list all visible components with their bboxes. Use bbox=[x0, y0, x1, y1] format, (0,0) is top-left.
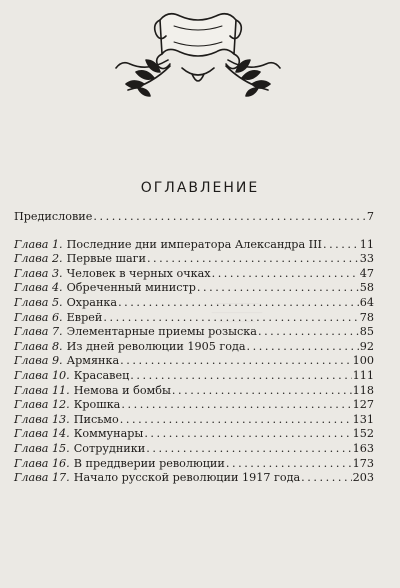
chapter-page-number: 92 bbox=[359, 339, 374, 353]
toc-leader-dots bbox=[147, 252, 359, 267]
chapter-title: Последние дни императора Александра III bbox=[66, 237, 322, 251]
chapter-label: Глава 14. bbox=[14, 427, 70, 441]
chapter-title: Первые шаги bbox=[66, 252, 146, 266]
chapter-title: Армянка bbox=[66, 354, 120, 368]
toc-row-chapter-1[interactable] bbox=[14, 238, 374, 253]
chapter-title: Элементарные приемы розыска bbox=[66, 325, 257, 339]
chapter-title: Письмо bbox=[73, 412, 119, 426]
chapter-page-number: 33 bbox=[359, 252, 374, 266]
toc-leader-dots bbox=[121, 398, 351, 413]
chapter-label: Глава 6. bbox=[14, 310, 63, 324]
toc-row-chapter-12[interactable] bbox=[14, 398, 374, 413]
chapter-page-number: 85 bbox=[359, 325, 374, 339]
toc-row-chapter-2[interactable] bbox=[14, 252, 374, 267]
toc-leader-dots bbox=[258, 325, 359, 340]
chapter-title: Начало русской революции 1917 года bbox=[73, 471, 301, 485]
chapter-page-number: 203 bbox=[352, 471, 374, 485]
page-title: ОГЛАВЛЕНИЕ bbox=[140, 180, 260, 196]
chapter-page-number: 152 bbox=[352, 427, 374, 441]
chapter-title: Сотрудники bbox=[73, 441, 146, 455]
chapter-page-number: 58 bbox=[359, 281, 374, 295]
chapter-label: Глава 5. bbox=[14, 295, 63, 309]
toc-row-chapter-4[interactable] bbox=[14, 281, 374, 296]
toc-leader-dots bbox=[144, 427, 351, 442]
chapter-title: Охранка bbox=[66, 295, 118, 309]
toc-leader-dots bbox=[323, 238, 359, 253]
chapter-label: Глава 13. bbox=[14, 412, 70, 426]
chapter-page-number: 131 bbox=[352, 412, 374, 426]
table-of-contents bbox=[14, 210, 374, 486]
toc-leader-dots bbox=[120, 354, 352, 369]
chapter-title: Еврей bbox=[66, 310, 103, 324]
chapter-label: Глава 16. bbox=[14, 456, 70, 470]
chapter-page-number: 100 bbox=[352, 354, 374, 368]
chapter-title: Обреченный министр bbox=[66, 281, 196, 295]
chapter-label: Глава 12. bbox=[14, 398, 70, 412]
chapter-title: Человек в черных очках bbox=[66, 266, 211, 280]
toc-row-chapter-15[interactable] bbox=[14, 442, 374, 457]
toc-row-chapter-13[interactable] bbox=[14, 413, 374, 428]
chapter-label: Глава 2. bbox=[14, 252, 63, 266]
chapter-label: Глава 7. bbox=[14, 325, 63, 339]
toc-leader-dots bbox=[226, 457, 352, 472]
chapter-page-number: 173 bbox=[352, 456, 374, 470]
chapter-page-number: 64 bbox=[359, 295, 374, 309]
toc-leader-dots bbox=[247, 340, 359, 355]
toc-preface-title: Предисловие bbox=[14, 210, 93, 223]
toc-leader-dots bbox=[212, 267, 359, 282]
toc-row-chapter-9[interactable] bbox=[14, 354, 374, 369]
toc-preface-page: 7 bbox=[366, 210, 374, 223]
toc-row-chapter-10[interactable] bbox=[14, 369, 374, 384]
chapter-label: Глава 15. bbox=[14, 441, 70, 455]
chapter-title: Коммунары bbox=[73, 427, 144, 441]
toc-row-chapter-14[interactable] bbox=[14, 427, 374, 442]
chapter-page-number: 118 bbox=[352, 383, 374, 397]
toc-row-chapter-16[interactable] bbox=[14, 457, 374, 472]
chapter-label: Глава 10. bbox=[14, 368, 70, 382]
chapter-title: Из дней революции 1905 года bbox=[66, 339, 246, 353]
toc-leader-dots bbox=[146, 442, 351, 457]
toc-leader-dots bbox=[120, 413, 352, 428]
toc-leader-dots bbox=[301, 471, 351, 486]
chapter-page-number: 47 bbox=[359, 266, 374, 280]
chapter-page-number: 11 bbox=[359, 237, 374, 251]
toc-leader-dots bbox=[93, 210, 366, 225]
toc-row-preface[interactable] bbox=[14, 210, 374, 225]
chapter-title: В преддверии революции bbox=[73, 456, 225, 470]
toc-row-chapter-11[interactable] bbox=[14, 384, 374, 399]
toc-leader-dots bbox=[197, 281, 359, 296]
scroll-ornament-icon bbox=[108, 2, 288, 98]
chapter-label: Глава 8. bbox=[14, 339, 63, 353]
toc-row-chapter-7[interactable] bbox=[14, 325, 374, 340]
toc-row-chapter-17[interactable] bbox=[14, 471, 374, 486]
chapter-title: Крошка bbox=[73, 398, 121, 412]
chapter-label: Глава 4. bbox=[14, 281, 63, 295]
chapter-page-number: 111 bbox=[352, 368, 374, 382]
chapter-label: Глава 11. bbox=[14, 383, 70, 397]
chapter-page-number: 163 bbox=[352, 441, 374, 455]
chapter-label: Глава 3. bbox=[14, 266, 63, 280]
chapter-page-number: 127 bbox=[352, 398, 374, 412]
toc-row-chapter-8[interactable] bbox=[14, 340, 374, 355]
chapter-label: Глава 17. bbox=[14, 471, 70, 485]
chapter-label: Глава 9. bbox=[14, 354, 63, 368]
chapter-page-number: 78 bbox=[359, 310, 374, 324]
chapter-title: Красавец bbox=[73, 368, 130, 382]
show-through-text: ──────────── ────────────── ────────── bbox=[211, 301, 263, 326]
chapter-label: Глава 1. bbox=[14, 237, 63, 251]
toc-row-chapter-3[interactable] bbox=[14, 267, 374, 282]
toc-leader-dots bbox=[172, 384, 352, 399]
chapter-title: Немова и бомбы bbox=[73, 383, 171, 397]
toc-leader-dots bbox=[130, 369, 351, 384]
